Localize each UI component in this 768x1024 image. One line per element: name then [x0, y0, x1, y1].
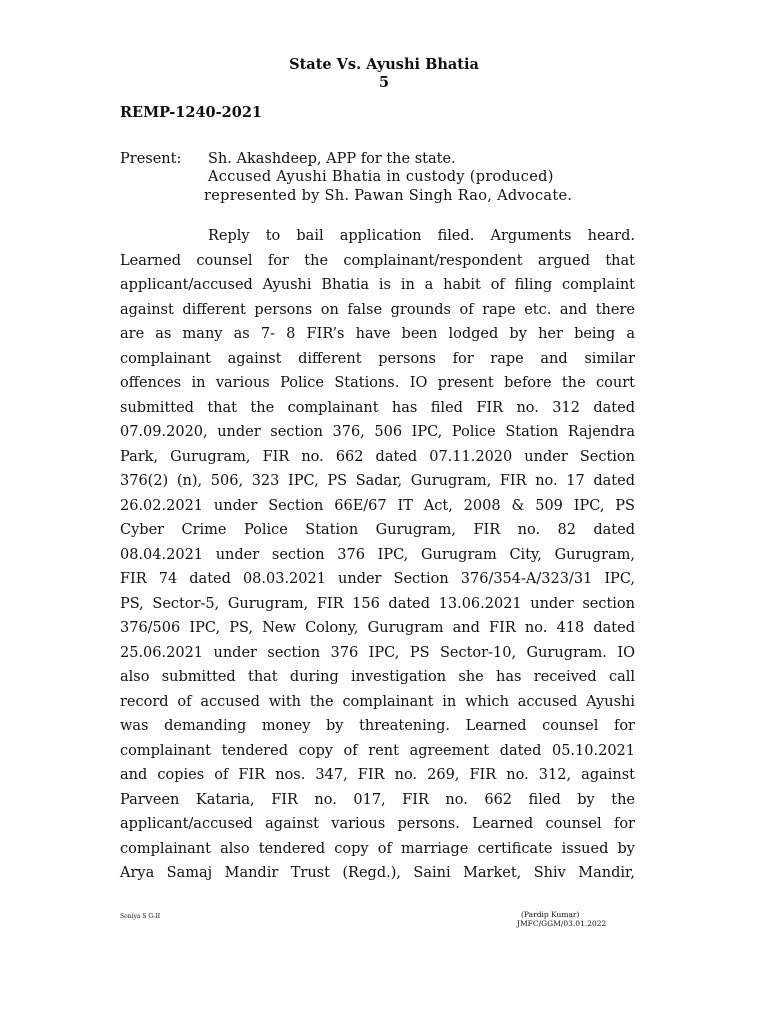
body-line: and copies of FIR nos. 347, FIR no. 269, FIR no. 312, against — [120, 767, 635, 783]
document-header — [0, 56, 768, 92]
case-title: State Vs. Ayushi Bhatia — [289, 56, 479, 73]
body-line: applicant/accused Ayushi Bhatia is in a habit of filing complaint — [120, 277, 635, 293]
body-line: also submitted that during investigation she has received call — [120, 669, 635, 685]
body-line: 26.02.2021 under Section 66E/67 IT Act, 2008 & 509 IPC, PS — [120, 497, 635, 514]
present-line-app: Sh. Akashdeep, APP for the state. — [208, 151, 456, 167]
body-line: Cyber Crime Police Station Gurugram, FIR no. 82 dated — [120, 522, 635, 538]
body-line: are as many as 7- 8 FIR’s have been lodged by her being a — [120, 326, 635, 342]
body-line: record of accused with the complainant in which accused Ayushi — [120, 693, 635, 710]
body-line: complainant against different persons for rape and similar — [120, 350, 635, 367]
page-number: 5 — [378, 74, 390, 91]
body-line: FIR 74 dated 08.03.2021 under Section 376/354-A/323/31 IPC, — [120, 571, 635, 587]
present-line-counsel: represented by Sh. Pawan Singh Rao, Advocate. — [204, 188, 573, 204]
body-line: offences in various Police Stations. IO present before the court — [120, 375, 635, 391]
signature-block — [517, 910, 606, 928]
order-body — [120, 224, 635, 886]
body-line: 376(2) (n), 506, 323 IPC, PS Sadar, Gurugram, FIR no. 17 dated — [120, 473, 635, 489]
body-line: Park, Gurugram, FIR no. 662 dated 07.11.2020 under Section — [120, 448, 635, 465]
body-line: Arya Samaj Mandir Trust (Regd.), Saini Market, Shiv Mandir, — [120, 865, 635, 881]
body-line: against different persons on false grounds of rape etc. and there — [120, 301, 635, 318]
case-number: REMP-1240-2021 — [120, 104, 263, 121]
signatory-designation: JMFC/GGM/03.01.2022 — [517, 919, 607, 928]
body-line: PS, Sector-5, Gurugram, FIR 156 dated 13.06.2021 under section — [120, 595, 635, 612]
signatory-name: (Pardip Kumar) — [521, 910, 580, 919]
present-line-accused: Accused Ayushi Bhatia in custody (produced) — [208, 169, 554, 185]
body-line: Parveen Kataria, FIR no. 017, FIR no. 662 filed by the — [120, 791, 635, 808]
body-line: 08.04.2021 under section 376 IPC, Gurugram City, Gurugram, — [120, 546, 635, 563]
body-line: complainant also tendered copy of marriage certificate issued by — [120, 840, 635, 857]
body-line: Reply to bail application filed. Arguments heard. — [208, 228, 635, 244]
body-line: Learned counsel for the complainant/respondent argued that — [120, 252, 635, 269]
body-line: complainant tendered copy of rent agreement dated 05.10.2021 — [120, 742, 635, 759]
body-line: applicant/accused against various persons. Learned counsel for — [120, 816, 635, 832]
body-line: 07.09.2020, under section 376, 506 IPC, Police Station Rajendra — [120, 424, 635, 440]
body-line: submitted that the complainant has filed FIR no. 312 dated — [120, 399, 635, 416]
present-label: Present: — [120, 151, 182, 167]
typist-initials: Soniya S G-II — [120, 913, 161, 920]
body-line: 376/506 IPC, PS, New Colony, Gurugram and FIR no. 418 dated — [120, 620, 635, 636]
body-line: was demanding money by threatening. Learned counsel for — [120, 718, 635, 734]
body-line: 25.06.2021 under section 376 IPC, PS Sector-10, Gurugram. IO — [120, 644, 635, 661]
